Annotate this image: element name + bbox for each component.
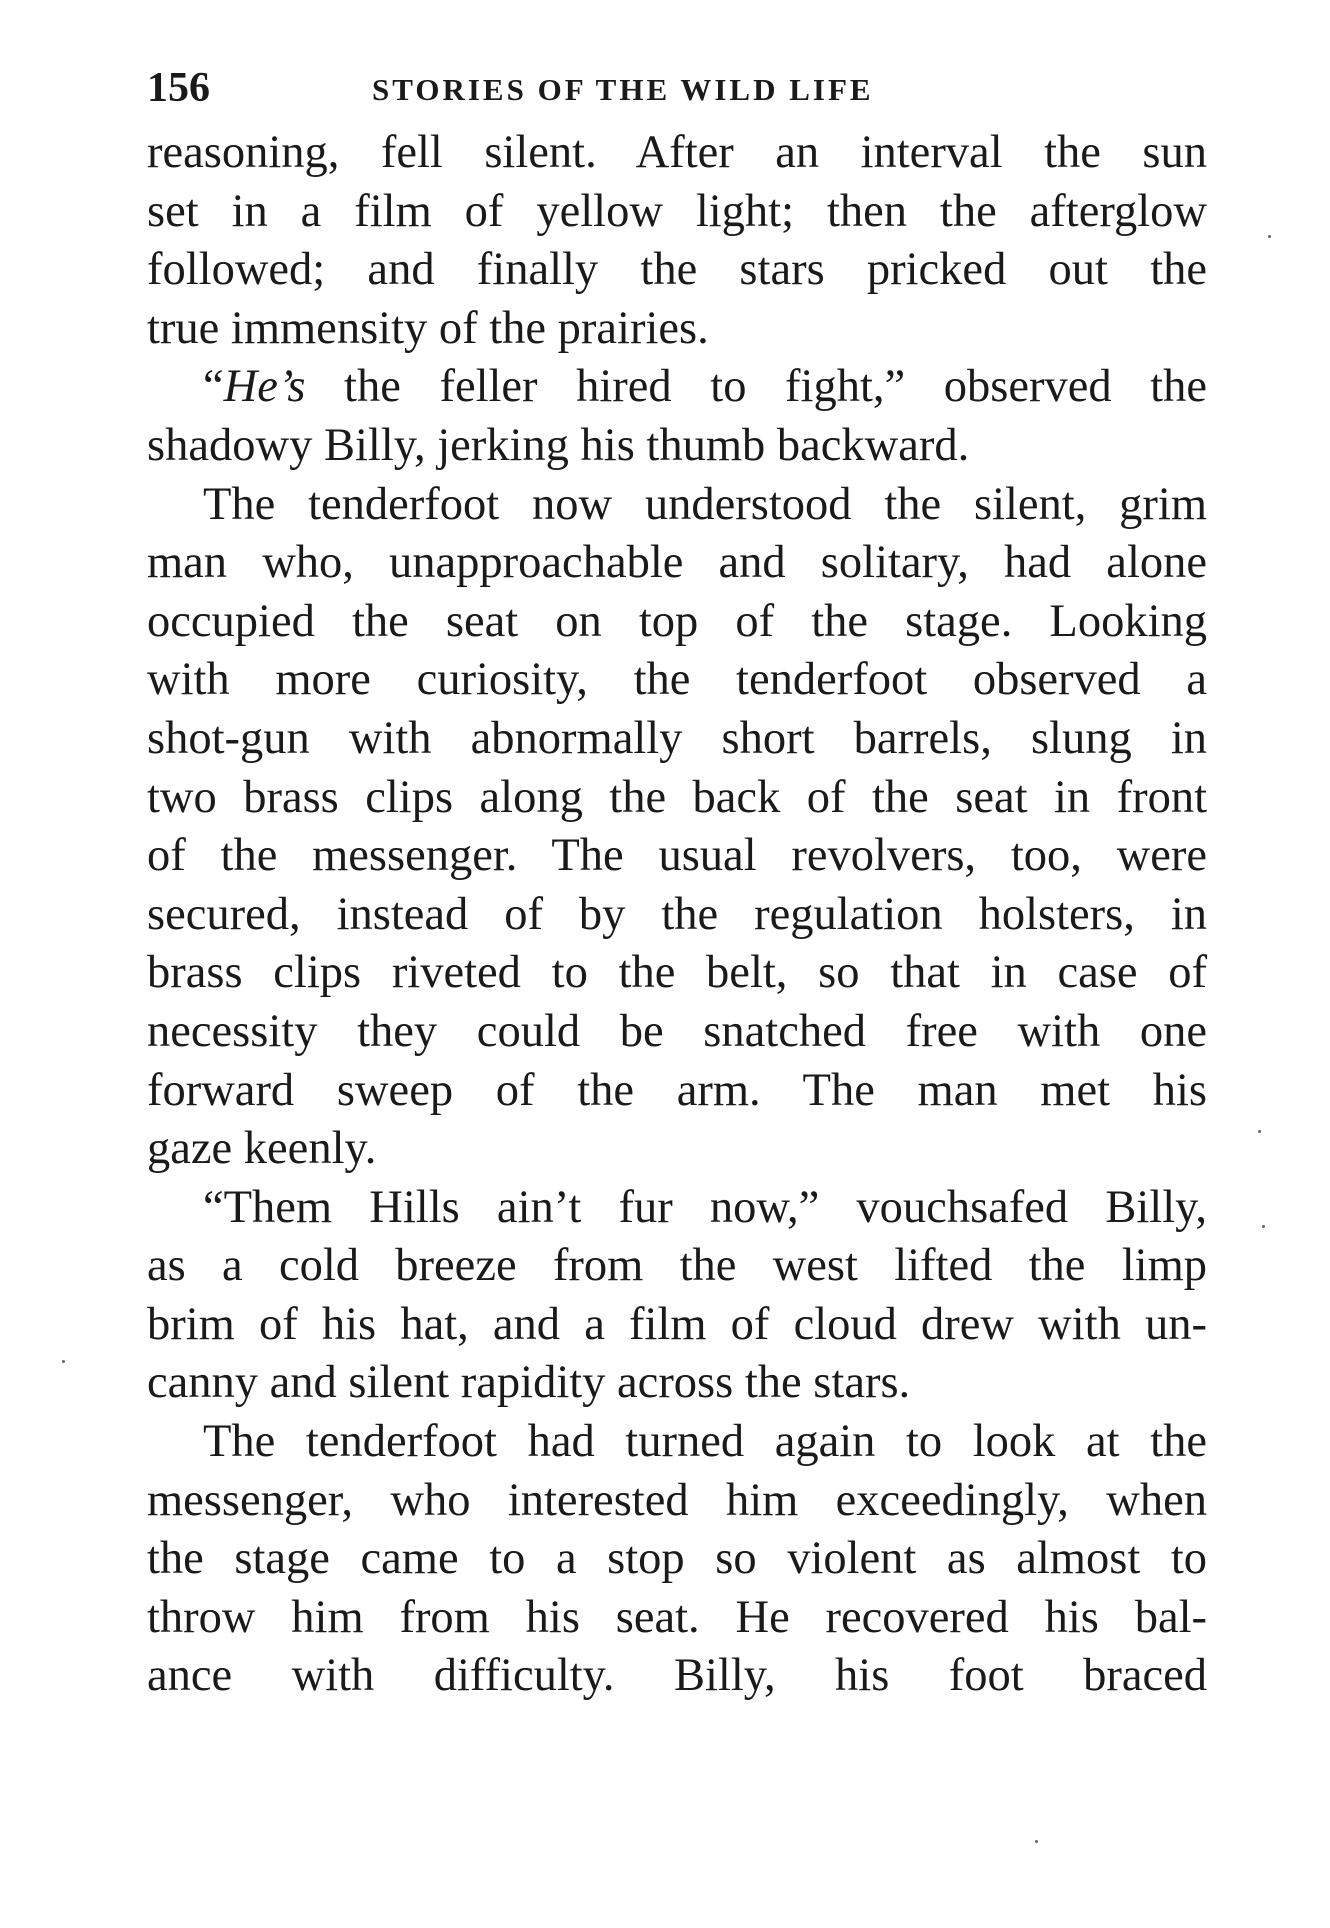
body-text: [147, 124, 1207, 1706]
text-line: with more curiosity, the tenderfoot observed a: [147, 654, 1207, 706]
text-line: man who, unapproachable and solitary, had alone: [147, 537, 1207, 589]
italic-word: He’s: [223, 361, 306, 413]
text-line: shot-gun with abnormally short barrels, slung in: [147, 712, 1207, 764]
text-line: canny and silent rapidity across the stars.: [147, 1357, 911, 1409]
page-number: 156: [147, 65, 210, 111]
running-head: [147, 60, 1207, 116]
text-line: the stage came to a stop so violent as almost to: [147, 1533, 1207, 1585]
text-line: brass clips riveted to the belt, so that in case of: [147, 947, 1207, 999]
text-line: forward sweep of the arm. The man met his: [147, 1064, 1207, 1116]
text-line: shadowy Billy, jerking his thumb backward.: [147, 419, 970, 471]
paper-speck: [1262, 1225, 1265, 1228]
open-quote: “: [203, 361, 224, 413]
book-page: [147, 60, 1207, 1706]
text-line: The tenderfoot had turned again to look at the: [203, 1416, 1207, 1468]
text-line: secured, instead of by the regulation holsters, in: [147, 888, 1207, 940]
text-line: messenger, who interested him exceedingly, when: [147, 1474, 1207, 1526]
paper-speck: [62, 1360, 65, 1363]
text-line: followed; and finally the stars pricked out the: [147, 244, 1207, 296]
text-line: set in a film of yellow light; then the afterglow: [147, 185, 1207, 237]
text-line: brim of his hat, and a film of cloud drew with un-: [147, 1298, 1207, 1350]
line-rest: the feller hired to fight,” observed the: [305, 361, 1207, 413]
text-line: gaze keenly.: [147, 1123, 377, 1175]
text-line: “Them Hills ain’t fur now,” vouchsafed Billy,: [203, 1181, 1207, 1233]
text-line: of the messenger. The usual revolvers, too, were: [147, 830, 1207, 882]
paper-speck: [1258, 1130, 1261, 1133]
text-line: necessity they could be snatched free with one: [147, 1005, 1207, 1057]
paper-speck: [1035, 1840, 1038, 1843]
text-line: occupied the seat on top of the stage. Looking: [147, 595, 1207, 647]
paper-speck: [1268, 235, 1271, 238]
text-line: throw him from his seat. He recovered his bal-: [147, 1591, 1207, 1643]
text-line: The tenderfoot now understood the silent, grim: [203, 478, 1207, 530]
text-line: ance with difficulty. Billy, his foot braced: [147, 1650, 1207, 1702]
text-line: as a cold breeze from the west lifted the limp: [147, 1240, 1207, 1292]
text-line: [147, 358, 1207, 417]
text-line: true immensity of the prairies.: [147, 302, 709, 354]
text-line: reasoning, fell silent. After an interval the sun: [147, 127, 1207, 178]
text-line: two brass clips along the back of the seat in front: [147, 771, 1207, 823]
running-title: STORIES OF THE WILD LIFE: [372, 72, 874, 107]
